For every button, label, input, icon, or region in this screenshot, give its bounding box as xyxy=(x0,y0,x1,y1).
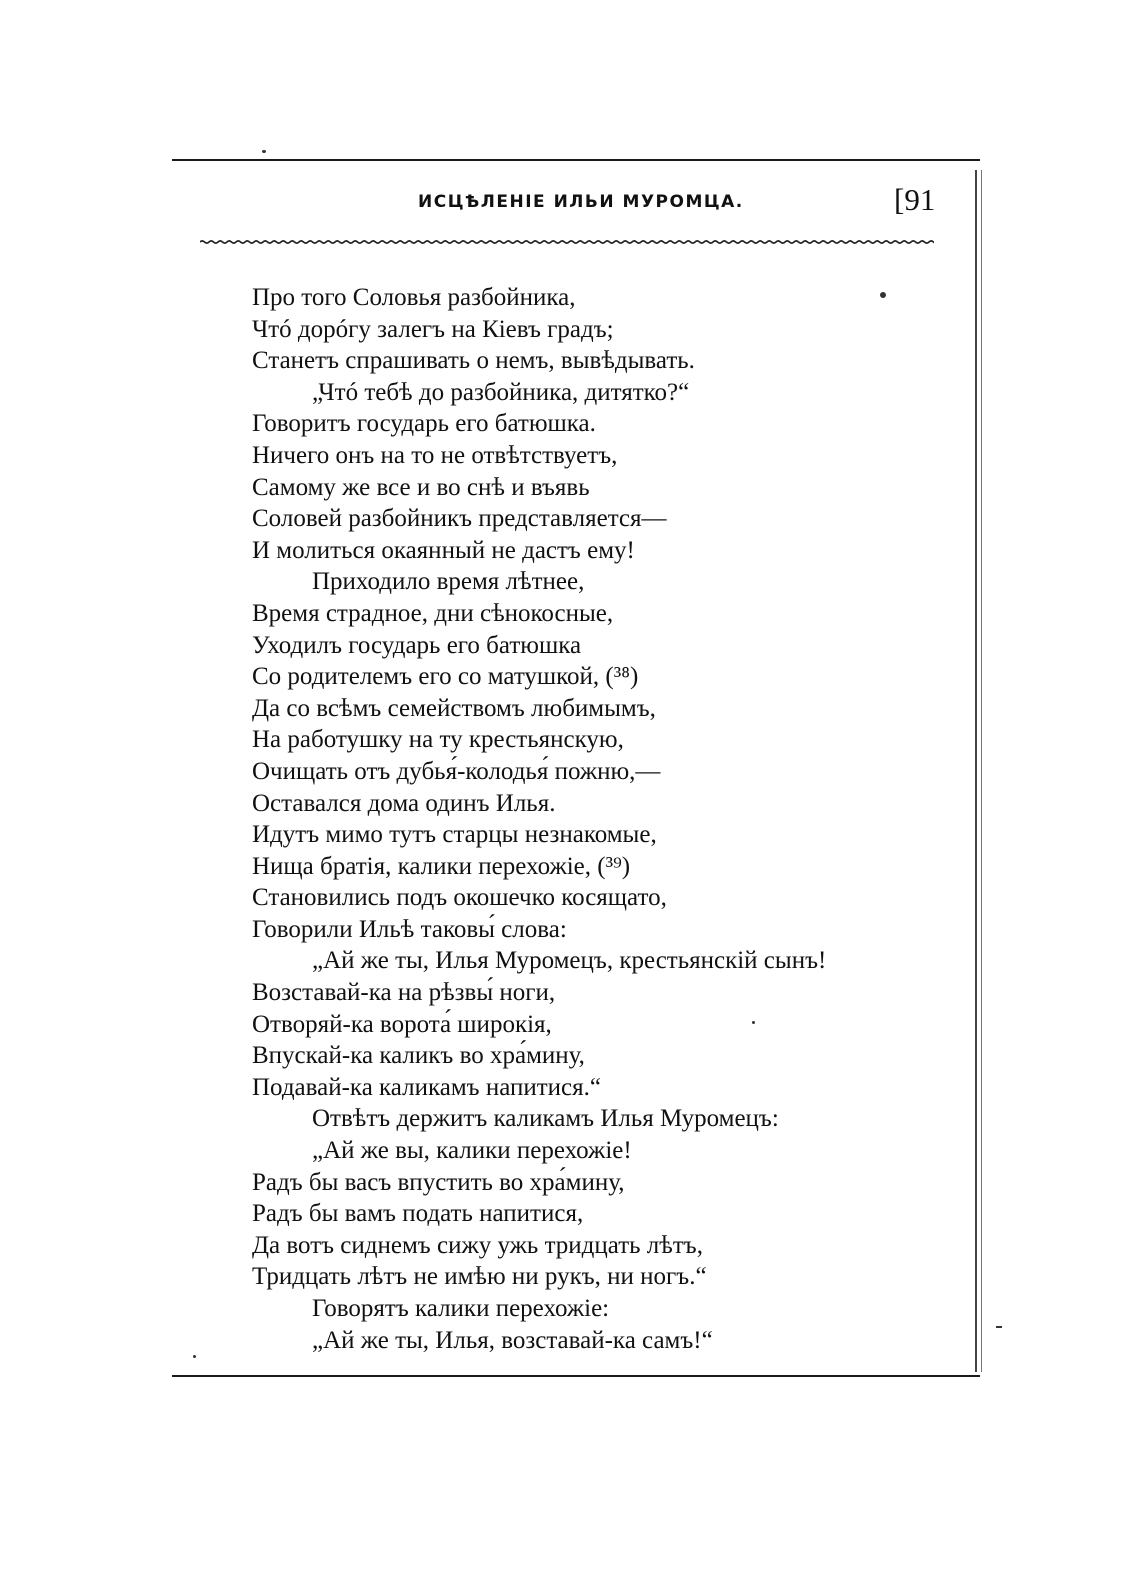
poem-line: Отвѣтъ держитъ каликамъ Илья Муромецъ: xyxy=(312,1105,779,1133)
poem-line: Соловей разбойникъ представляется— xyxy=(252,505,667,533)
poem-line: Оставался дома одинъ Илья. xyxy=(252,789,556,817)
poem-line: Отворяй-ка ворота́ широкія, xyxy=(252,1010,552,1038)
right-rule-inner xyxy=(981,170,982,1372)
poem-line: Со родителемъ его со матушкой, (³⁸) xyxy=(252,663,639,691)
scan-speck xyxy=(752,1021,755,1024)
poem-line: Приходило время лѣтнее, xyxy=(312,568,585,596)
poem-line: Да со всѣмъ семействомъ любимымъ, xyxy=(252,694,656,722)
poem-line: И молиться окаянный не дастъ ему! xyxy=(252,536,635,564)
poem-line: Говорятъ калики перехожіе: xyxy=(312,1295,610,1322)
poem-line: Подавай-ка каликамъ напитися.“ xyxy=(252,1073,601,1101)
poem-line: Да вотъ сиднемъ сижу ужь тридцать лѣтъ, xyxy=(252,1231,703,1259)
scan-speck xyxy=(880,292,886,298)
poem-line: Уходилъ государь его батюшка xyxy=(252,631,582,659)
poem-line: Возставай-ка на рѣзвы́ ноги, xyxy=(252,979,556,1007)
poem-line: На работушку на ту крестьянскую, xyxy=(252,726,624,754)
scan-speck xyxy=(193,1355,196,1358)
scan-speck xyxy=(262,150,266,153)
poem-line: Время страдное, дни сѣнокосные, xyxy=(252,599,614,627)
poem-line: Нища братія, калики перехожіе, (³⁹) xyxy=(252,852,631,880)
poem-line: Идутъ мимо тутъ старцы незнакомые, xyxy=(252,821,657,849)
poem-line: Впускай-ка каликъ во хра́мину, xyxy=(252,1042,585,1070)
wavy-divider xyxy=(200,235,934,249)
poem-line: Радъ бы васъ впустить во хра́мину, xyxy=(252,1168,625,1196)
poem-line: Тридцать лѣтъ не имѣю ни рукъ, ни ногъ.“ xyxy=(252,1263,707,1291)
page-number: [91 xyxy=(894,182,936,217)
poem-line: Чтó дорóгу залегъ на Кіевъ градъ; xyxy=(252,315,614,343)
right-rule xyxy=(975,170,977,1372)
poem-line: „Ай же ты, Илья Муромецъ, крестьянскій сынъ! xyxy=(312,947,827,975)
poem-line: „Чтó тебѣ до разбойника, дитятко?“ xyxy=(312,378,690,406)
poem-line: Очищать отъ дубья́-колодья́ пожню,— xyxy=(252,757,661,785)
poem-line: Станетъ спрашивать о немъ, вывѣдывать. xyxy=(252,347,695,375)
running-head: ИСЦѢЛЕНІЕ ИЛЬИ МУРОМЦА. xyxy=(418,192,744,212)
poem-line: Становились подъ окошечко косящато, xyxy=(252,884,667,912)
poem-text xyxy=(252,282,826,1356)
poem-line: „Ай же вы, калики перехожіе! xyxy=(312,1137,632,1165)
poem-line: Про того Соловья разбойника, xyxy=(252,284,576,311)
poem-line: Радъ бы вамъ подать напитися, xyxy=(252,1200,584,1228)
poem-line: Говоритъ государь его батюшка. xyxy=(252,410,596,438)
top-rule xyxy=(172,159,980,161)
poem-line: Ничего онъ на то не отвѣтствуетъ, xyxy=(252,441,618,469)
scan-speck xyxy=(996,1326,1002,1328)
bottom-rule xyxy=(172,1375,980,1377)
poem-line: Самому же все и во снѣ и въявь xyxy=(252,473,590,501)
poem-line: Говорили Ильѣ таковы́ слова: xyxy=(252,915,567,943)
poem-line: „Ай же ты, Илья, возставай-ка самъ!“ xyxy=(312,1326,713,1354)
